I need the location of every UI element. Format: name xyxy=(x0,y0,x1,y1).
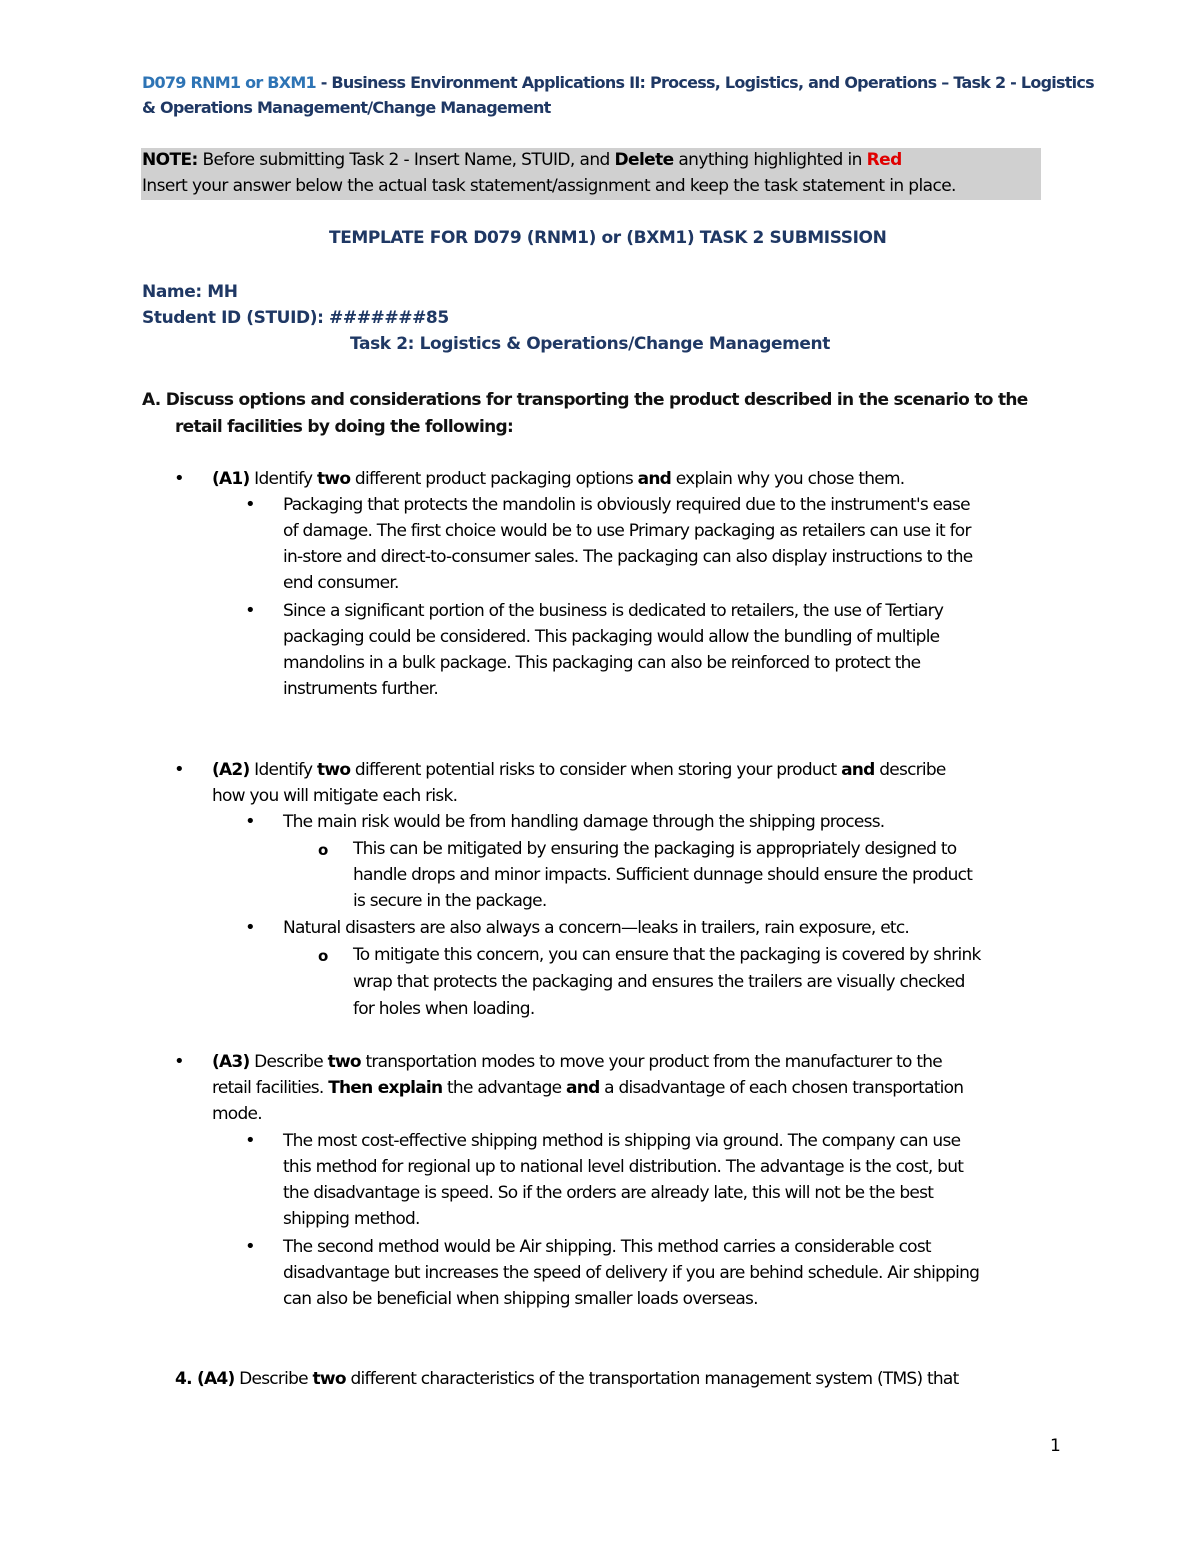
a3-prompt-line2: retail facilities. Then explain the advantage and a disadvantage of each chosen transportation xyxy=(212,1078,964,1098)
document-header-line1 xyxy=(142,73,1094,92)
a2-prompt: (A2) Identify two different potential risks to consider when storing your product and describe xyxy=(212,760,946,780)
a2-sub2-bullet: o xyxy=(318,947,329,965)
a2-answer2: Natural disasters are also always a concern—leaks in trailers, rain exposure, etc. xyxy=(283,918,910,938)
template-title: TEMPLATE FOR D079 (RNM1) or (BXM1) TASK 2 SUBMISSION xyxy=(329,228,887,248)
a3-answer2-bullet: • xyxy=(245,1236,256,1257)
a2-sub2-line: To mitigate this concern, you can ensure that the packaging is covered by shrink xyxy=(353,945,981,965)
a3-prompt-line3: mode. xyxy=(212,1104,262,1124)
note-line1: NOTE: Before submitting Task 2 - Insert Name, STUID, and Delete anything highlighted in Red xyxy=(142,150,902,170)
a1-answer1-line: Packaging that protects the mandolin is obviously required due to the instrument's ease xyxy=(283,495,970,515)
a3-answer1-line: The most cost-effective shipping method is shipping via ground. The company can use xyxy=(283,1131,961,1151)
a4-prompt: 4. (A4) Describe two different characteristics of the transportation management system (TMS) that xyxy=(175,1369,959,1389)
a3-answer1-line: shipping method. xyxy=(283,1209,420,1229)
a3-answer2-line: disadvantage but increases the speed of delivery if you are behind schedule. Air shipping xyxy=(283,1263,980,1283)
document-header-line2: & Operations Management/Change Management xyxy=(142,98,551,117)
note-label: NOTE: xyxy=(142,150,198,170)
a1-prompt: (A1) Identify two different product packaging options and explain why you chose them. xyxy=(212,469,905,489)
a2-answer2-bullet: • xyxy=(245,917,256,938)
a3-answer1-bullet: • xyxy=(245,1130,256,1151)
a2-sub2-line: wrap that protects the packaging and ensures the trailers are visually checked xyxy=(353,972,965,992)
a2-answer1-bullet: • xyxy=(245,811,256,832)
a1-answer1-line: in-store and direct-to-consumer sales. The packaging can also display instructions to the xyxy=(283,547,973,567)
red-word: Red xyxy=(866,150,902,170)
a2-sub1-line: is secure in the package. xyxy=(353,891,547,911)
task-title: Task 2: Logistics & Operations/Change Management xyxy=(350,334,830,354)
page-number: 1 xyxy=(1050,1436,1061,1456)
a2-sub1-bullet: o xyxy=(318,841,329,859)
a2-sub1-line: handle drops and minor impacts. Sufficient dunnage should ensure the product xyxy=(353,865,973,885)
a1-answer1-line: end consumer. xyxy=(283,573,399,593)
a2-bullet: • xyxy=(174,759,185,780)
name-line: Name: MH xyxy=(142,282,238,302)
course-title: - Business Environment Applications II: Process, Logistics, and Operations – Task 2 - Logistics xyxy=(315,73,1094,92)
a2-prompt-line2: how you will mitigate each risk. xyxy=(212,786,458,806)
a2-answer1: The main risk would be from handling damage through the shipping process. xyxy=(283,812,885,832)
a1-answer2-line: packaging could be considered. This packaging would allow the bundling of multiple xyxy=(283,627,940,647)
a1-answer1-line: of damage. The first choice would be to use Primary packaging as retailers can use it for xyxy=(283,521,971,541)
student-id-line: Student ID (STUID): #######85 xyxy=(142,308,449,328)
a3-answer1-line: this method for regional up to national level distribution. The advantage is the cost, but xyxy=(283,1157,964,1177)
a3-bullet: • xyxy=(174,1051,185,1072)
a3-answer2-line: can also be beneficial when shipping smaller loads overseas. xyxy=(283,1289,758,1309)
a1-answer1-bullet: • xyxy=(245,494,256,515)
a3-answer1-line: the disadvantage is speed. So if the orders are already late, this will not be the best xyxy=(283,1183,934,1203)
a2-sub2-line: for holes when loading. xyxy=(353,999,535,1019)
course-code: D079 RNM1 or BXM1 xyxy=(142,73,316,92)
a3-answer2-line: The second method would be Air shipping. This method carries a considerable cost xyxy=(283,1237,931,1257)
a1-answer2-bullet: • xyxy=(245,600,256,621)
section-a-line1: A. Discuss options and considerations for transporting the product described in the scenario to the xyxy=(142,390,1028,410)
section-a-line2: retail facilities by doing the following: xyxy=(175,417,514,437)
a1-bullet: • xyxy=(174,468,185,489)
a3-prompt: (A3) Describe two transportation modes to move your product from the manufacturer to the xyxy=(212,1052,942,1072)
a2-sub1-line: This can be mitigated by ensuring the packaging is appropriately designed to xyxy=(353,839,957,859)
a1-answer2-line: mandolins in a bulk package. This packaging can also be reinforced to protect the xyxy=(283,653,921,673)
note-line2: Insert your answer below the actual task statement/assignment and keep the task statement in place. xyxy=(142,176,956,196)
a1-answer2-line: Since a significant portion of the business is dedicated to retailers, the use of Tertiary xyxy=(283,601,944,621)
a1-answer2-line: instruments further. xyxy=(283,679,438,699)
